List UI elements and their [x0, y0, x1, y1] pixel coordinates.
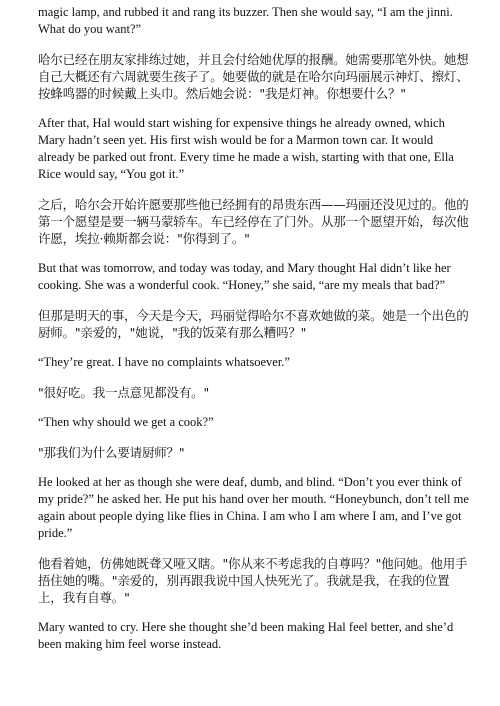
paragraph-english: After that, Hal would start wishing for expensive things he already owned, which Mary hadn’t seen yet. His first wish would be for a Marmon town car. It would already be parked out front. Every time he made a wish, starting with that one, Ella Rice would say, “You got it.” [38, 116, 454, 181]
paragraph-chinese: 哈尔已经在朋友家排练过她，并且会付给她优厚的报酬。她需要那笔外快。她想自己大概还有六周就要生孩子了。她要做的就是在哈尔向玛丽展示神灯、擦灯、按蜂鸣器的时候戴上头巾。然后她会说："我是灯神。你想要什么？" [38, 52, 469, 101]
document-page [38, 4, 470, 666]
paragraph-chinese: 之后，哈尔会开始许愿要那些他已经拥有的昂贵东西——玛丽还没见过的。他的第一个愿望是要一辆马蒙轿车。车已经停在了门外。从那一个愿望开始，每次他许愿，埃拉·赖斯都会说："你得到了。" [38, 197, 469, 246]
paragraph-english: But that was tomorrow, and today was today, and Mary thought Hal didn’t like her cooking. She was a wonderful cook. “Honey,” she said, “are my meals that bad?” [38, 261, 451, 292]
paragraph-english: magic lamp, and rubbed it and rang its buzzer. Then she would say, “I am the jinni. What do you want?” [38, 5, 453, 36]
paragraph-chinese: 他看着她，仿佛她既聋又哑又瞎。"你从来不考虑我的自尊吗？"他问她。他用手捂住她的嘴。"亲爱的，别再跟我说中国人快死光了。我就是我，在我的位置上，我有自尊。" [38, 556, 468, 605]
paragraph-english: “Then why should we get a cook?” [38, 415, 214, 429]
paragraph-english: He looked at her as though she were deaf, dumb, and blind. “Don’t you ever think of my pride?” he asked her. He put his hand over her mouth. “Honeybunch, don’t tell me again about people dying like flies in China. I am who I am where I am, and I’ve got pride.” [38, 475, 469, 540]
paragraph-english: Mary wanted to cry. Here she thought she’d been making Hal feel better, and she’d been making him feel worse instead. [38, 620, 454, 651]
paragraph-chinese: "很好吃。我一点意见都没有。" [38, 385, 209, 400]
paragraph-chinese: 但那是明天的事，今天是今天，玛丽觉得哈尔不喜欢她做的菜。她是一个出色的厨师。"亲爱的，"她说，"我的饭菜有那么糟吗？" [38, 308, 469, 340]
paragraph-chinese: "那我们为什么要请厨师？" [38, 445, 185, 460]
paragraph-english: “They’re great. I have no complaints whatsoever.” [38, 355, 290, 369]
